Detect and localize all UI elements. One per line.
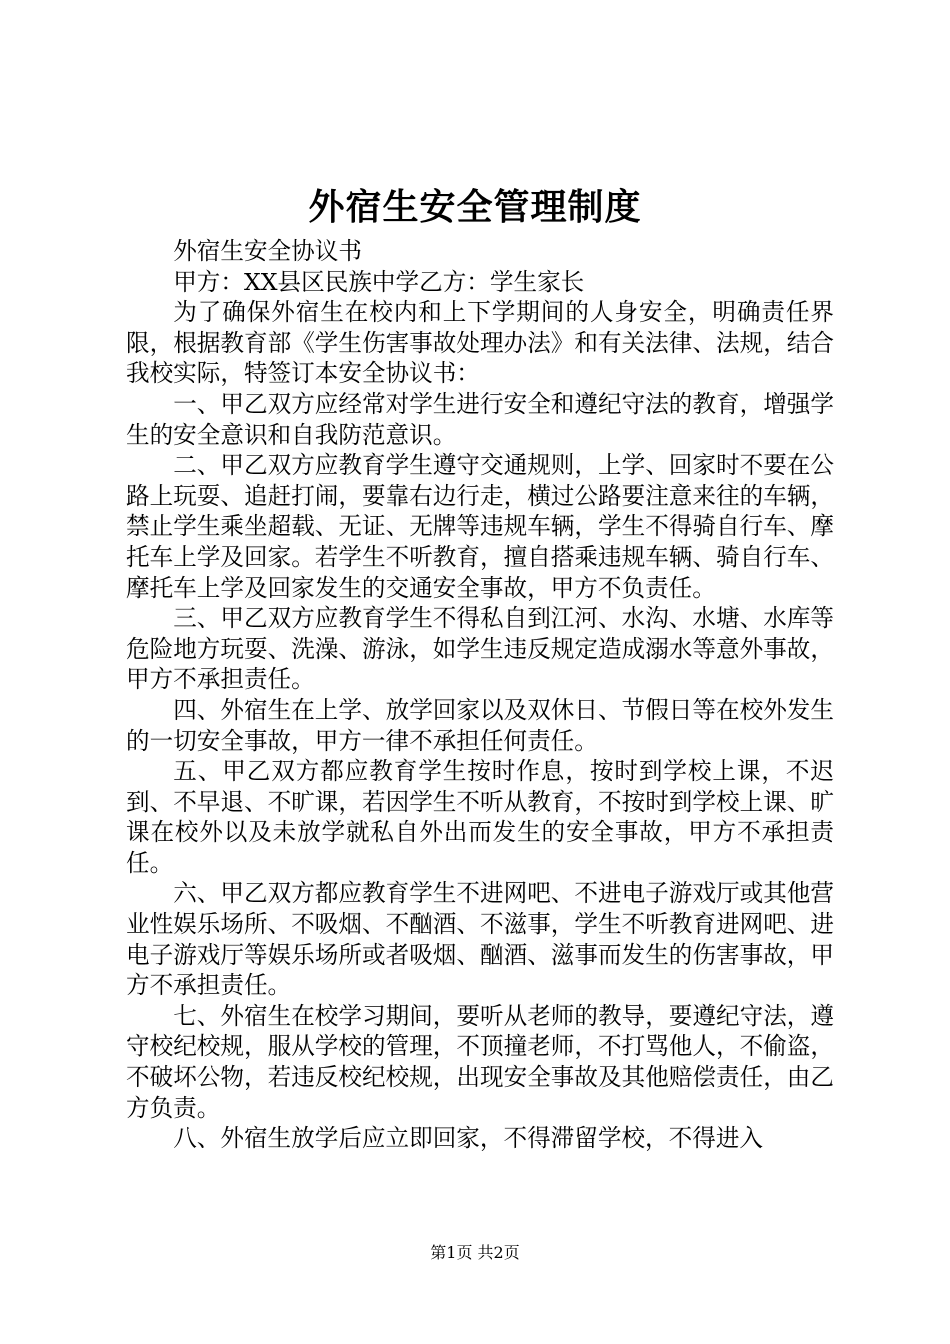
paragraph-preamble: 为了确保外宿生在校内和上下学期间的人身安全，明确责任界限，根据教育部《学生伤害事故处理办法》和有关法律、法规，结合我校实际，特签订本安全协议书： bbox=[126, 298, 834, 388]
paragraph-clause-7: 七、外宿生在校学习期间，要听从老师的教导，要遵纪守法，遵守校纪校规，服从学校的管理，不顶撞老师，不打骂他人，不偷盗，不破坏公物，若违反校纪校规，出现安全事故及其他赔偿责任，由乙方负责。 bbox=[126, 1001, 834, 1122]
document-title: 外宿生安全管理制度 bbox=[308, 186, 642, 228]
paragraph-parties: 甲方：XX县区民族中学乙方：学生家长 bbox=[173, 267, 585, 296]
paragraph-clause-6: 六、甲乙双方都应教育学生不进网吧、不进电子游戏厅或其他营业性娱乐场所、不吸烟、不酗酒、不滋事，学生不听教育进网吧、进电子游戏厅等娱乐场所或者吸烟、酗酒、滋事而发生的伤害事故，甲方不承担责任。 bbox=[126, 879, 834, 1000]
paragraph-agreement-heading: 外宿生安全协议书 bbox=[173, 237, 362, 265]
paragraph-clause-3: 三、甲乙双方应教育学生不得私自到江河、水沟、水塘、水库等危险地方玩耍、洗澡、游泳，如学生违反规定造成溺水等意外事故，甲方不承担责任。 bbox=[126, 604, 834, 694]
paragraph-clause-8: 八、外宿生放学后应立即回家，不得滞留学校，不得进入 bbox=[173, 1124, 764, 1153]
paragraph-clause-5: 五、甲乙双方都应教育学生按时作息，按时到学校上课，不迟到、不早退、不旷课，若因学生不听从教育，不按时到学校上课、旷课在校外以及未放学就私自外出而发生的安全事故，甲方不承担责任。 bbox=[126, 757, 834, 877]
paragraph-clause-1: 一、甲乙双方应经常对学生进行安全和遵纪守法的教育，增强学生的安全意识和自我防范意识。 bbox=[126, 389, 834, 449]
paragraph-clause-4: 四、外宿生在上学、放学回家以及双休日、节假日等在校外发生的一切安全事故，甲方一律不承担任何责任。 bbox=[126, 695, 834, 755]
page-footer: 第1页 共2页 bbox=[430, 1243, 520, 1262]
paragraph-clause-2: 二、甲乙双方应教育学生遵守交通规则，上学、回家时不要在公路上玩耍、追赶打闹，要靠右边行走，横过公路要注意来往的车辆，禁止学生乘坐超载、无证、无牌等违规车辆，学生不得骑自行车、摩托车上学及回家。若学生不听教育，擅自搭乘违规车辆、骑自行车、摩托车上学及回家发生的交通安全事故，甲方不负责任。 bbox=[126, 451, 834, 602]
document-body bbox=[126, 236, 834, 1154]
